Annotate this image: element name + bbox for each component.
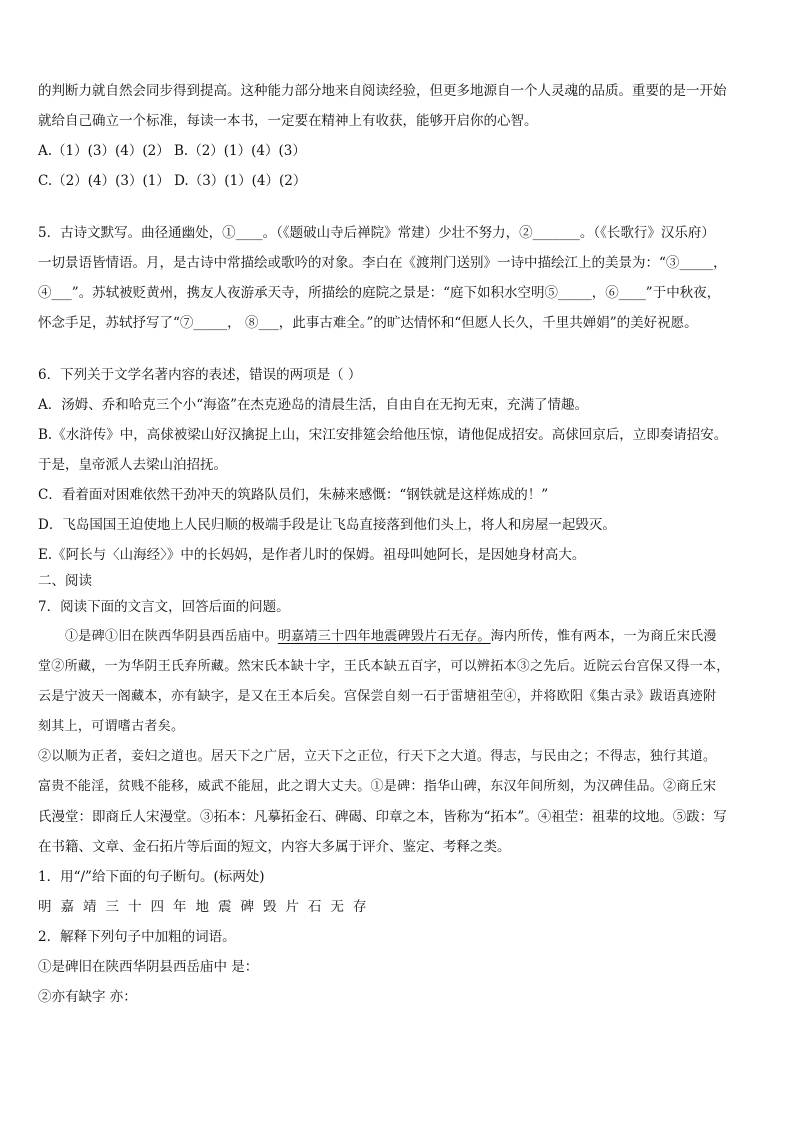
q6-option-c: C．看着面对困难依然干劲冲天的筑路队员们，朱赫来感慨：“钢铁就是这样炼成的！”	[38, 487, 549, 503]
q5-line: 一切景语皆情语。月，是古诗中常描绘或歌吟的对象。李白在《渡荆门送别》一诗中描绘江上的美景为：“③_____，	[38, 255, 727, 271]
underlined-sentence: 明嘉靖三十四年地震碑毁片石无存。	[277, 629, 491, 644]
passage-segment: ①是碑①旧在陕西华阴县西岳庙中。	[65, 629, 278, 644]
passage-line: 刻其上，可谓嗜古者矣。	[38, 719, 185, 734]
passage-line: ②以顺为正者，妾妇之道也。居天下之广居，立天下之正位，行天下之大道。得志，与民由之；不得志，独行其道。	[38, 749, 717, 764]
passage-line: 堂②所藏，一为华阴王氏弃所藏。然宋氏本缺十字，王氏本缺五百字，可以辨拓本③之先后。近院云台宫保又得一本，	[38, 659, 730, 674]
section-heading: 二、阅读	[38, 573, 92, 589]
q5-line: 怀念手足，苏轼抒写了“⑦_____， ⑧___，此事古难全。”的旷达情怀和“但愿人长久，千里共婵娟”的美好祝愿。	[38, 315, 698, 331]
sub-question-2-item: ①是碑旧在陕西华阴县西岳庙中 是：	[38, 959, 259, 975]
annotation-line: 氏漫堂：即商丘人宋漫堂。③拓本：凡摹拓金石、碑碣、印章之本，皆称为“拓本”。④祖茔：祖辈的坟地。⑤跋：写	[38, 809, 727, 825]
q7-stem: 7．阅读下面的文言文，回答后面的问题。	[38, 599, 290, 615]
sub-question-2: 2．解释下列句子中加粗的词语。	[38, 929, 236, 945]
q6-option-e: E.《阿长与〈山海经〉》中的长妈妈，是作者儿时的保姆。祖母叫她阿长，是因她身材高大。	[38, 547, 586, 563]
passage-line: 云是宁波天一阁藏本，亦有缺字，是又在王本后矣。宫保尝自刻一石于雷塘祖茔④，并将欧阳《集古录》跋语真迹附	[38, 689, 717, 704]
sentence-to-punctuate: 明嘉靖三十四年地震碑毁片石无存	[38, 899, 376, 915]
q6-option-b: B.《水浒传》中，高俅被梁山好汉擒捉上山，宋江安排筵会给他压惊，请他促成招安。高俅回京后，立即奏请招安。	[38, 427, 728, 443]
q5-line: 5．古诗文默写。曲径通幽处，①____。（《题破山寺后禅院》常建）少壮不努力，②_______。（《长歌行》汉乐府）	[38, 225, 715, 241]
q4-text-line: 就给自己确立一个标准，每读一本书，一定要在精神上有收获，能够开启你的心智。	[38, 113, 538, 129]
passage-segment: 海内所传，惟有两本，一为商丘宋氏漫	[490, 629, 717, 644]
q4-text-line: 的判断力就自然会同步得到提高。这种能力部分地来自阅读经验，但更多地源自一个人灵魂的品质。重要的是一开始	[38, 83, 727, 99]
document-page	[38, 76, 758, 1012]
sub-question-2-item: ②亦有缺字 亦：	[38, 989, 137, 1005]
sub-question-1: 1．用“/”给下面的句子断句。(标两处)	[38, 869, 265, 885]
q6-option-a: A．汤姆、乔和哈克三个小“海盗”在杰克逊岛的清晨生活，自由自在无拘无束，充满了情趣。	[38, 397, 589, 413]
q6-stem: 6．下列关于文学名著内容的表述，错误的两项是（ ）	[38, 367, 362, 383]
q4-options: C.（2）(4）(3）(1） D.（3）(1）(4）(2）	[38, 173, 307, 189]
q4-options: A.（1）(3）(4）(2） B.（2）(1）(4）(3）	[38, 143, 306, 159]
q6-option-b-cont: 于是，皇帝派人去梁山泊招抚。	[38, 457, 227, 473]
passage-line: 富贵不能淫，贫贱不能移，威武不能屈，此之谓大丈夫。①是碑：指华山碑，东汉年间所刻，为汉碑佳品。②商丘宋	[38, 779, 717, 794]
q5-line: ④___”。苏轼被贬黄州，携友人夜游承天寺，所描绘的庭院之景是：“庭下如积水空明⑤_____，⑥____”于中秋夜，	[38, 285, 721, 301]
annotation-line: 在书籍、文章、金石拓片等后面的短文，内容大多属于评介、鉴定、考释之类。	[38, 839, 511, 855]
q6-option-d: D．飞岛国国王迫使地上人民归顺的极端手段是让飞岛直接落到他们头上，将人和房屋一起毁灭。	[38, 517, 616, 533]
passage-line	[38, 622, 758, 652]
